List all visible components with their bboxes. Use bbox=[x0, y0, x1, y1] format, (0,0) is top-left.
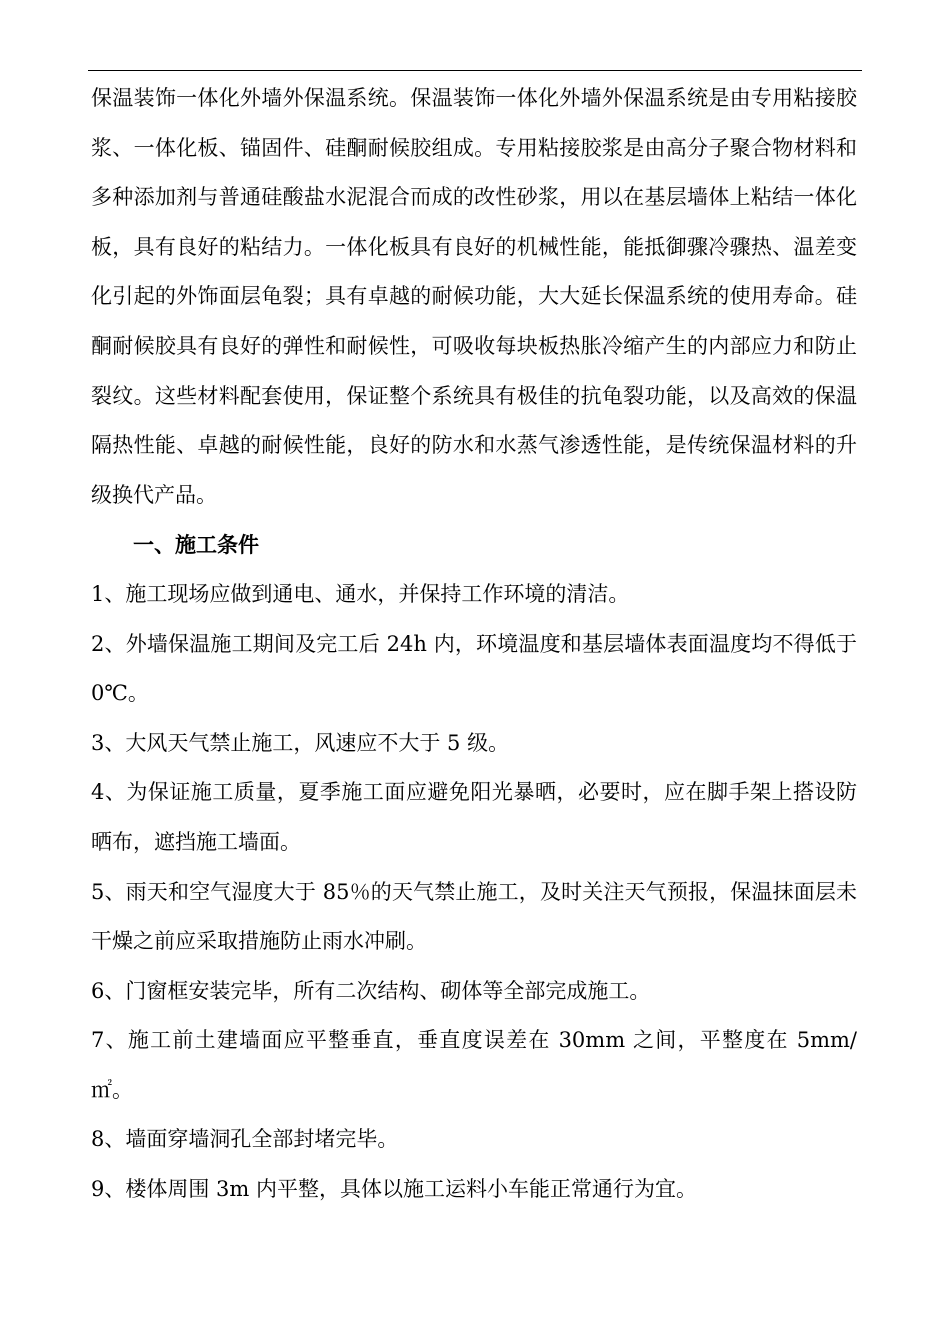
conditions-list bbox=[91, 570, 857, 1215]
intro-paragraph: 保温装饰一体化外墙外保温系统。保温装饰一体化外墙外保温系统是由专用粘接胶浆、一体化板、锚固件、硅酮耐候胶组成。专用粘接胶浆是由高分子聚合物材料和多种添加剂与普通硅酸盐水泥混合而成的改性砂浆，用以在基层墙体上粘结一体化板，具有良好的粘结力。一体化板具有良好的机械性能，能抵御骤冷骤热、温差变化引起的外饰面层龟裂；具有卓越的耐候功能，大大延长保温系统的使用寿命。硅酮耐候胶具有良好的弹性和耐候性，可吸收每块板热胀冷缩产生的内部应力和防止裂纹。这些材料配套使用，保证整个系统具有极佳的抗龟裂功能，以及高效的保温隔热性能、卓越的耐候性能，良好的防水和水蒸气渗透性能，是传统保温材料的升级换代产品。 bbox=[91, 86, 857, 507]
condition-item-3: 3、大风天气禁止施工，风速应不大于 5 级。 bbox=[91, 730, 510, 755]
condition-item-7: 7、施工前土建墙面应平整垂直，垂直度误差在 30mm 之间，平整度在 5mm/㎡。 bbox=[91, 1028, 857, 1102]
header-rule bbox=[88, 70, 862, 71]
condition-item-2: 2、外墙保温施工期间及完工后 24h 内，环境温度和基层墙体表面温度均不得低于 0℃。 bbox=[91, 631, 857, 706]
document-body bbox=[91, 74, 857, 1215]
condition-item-8: 8、墙面穿墙洞孔全部封堵完毕。 bbox=[91, 1127, 399, 1152]
condition-item-4: 4、为保证施工质量，夏季施工面应避免阳光暴晒，必要时，应在脚手架上搭设防晒布，遮挡施工墙面。 bbox=[91, 780, 857, 854]
condition-item-6: 6、门窗框安装完毕，所有二次结构、砌体等全部完成施工。 bbox=[91, 978, 651, 1003]
section-heading: 一、施工条件 bbox=[133, 532, 259, 558]
condition-item-1: 1、施工现场应做到通电、通水，并保持工作环境的清洁。 bbox=[91, 581, 630, 606]
condition-item-5: 5、雨天和空气湿度大于 85％的天气禁止施工，及时关注天气预报，保温抹面层未干燥之前应采取措施防止雨水冲刷。 bbox=[91, 879, 857, 954]
condition-item-9: 9、楼体周围 3m 内平整，具体以施工运料小车能正常通行为宜。 bbox=[91, 1177, 697, 1202]
